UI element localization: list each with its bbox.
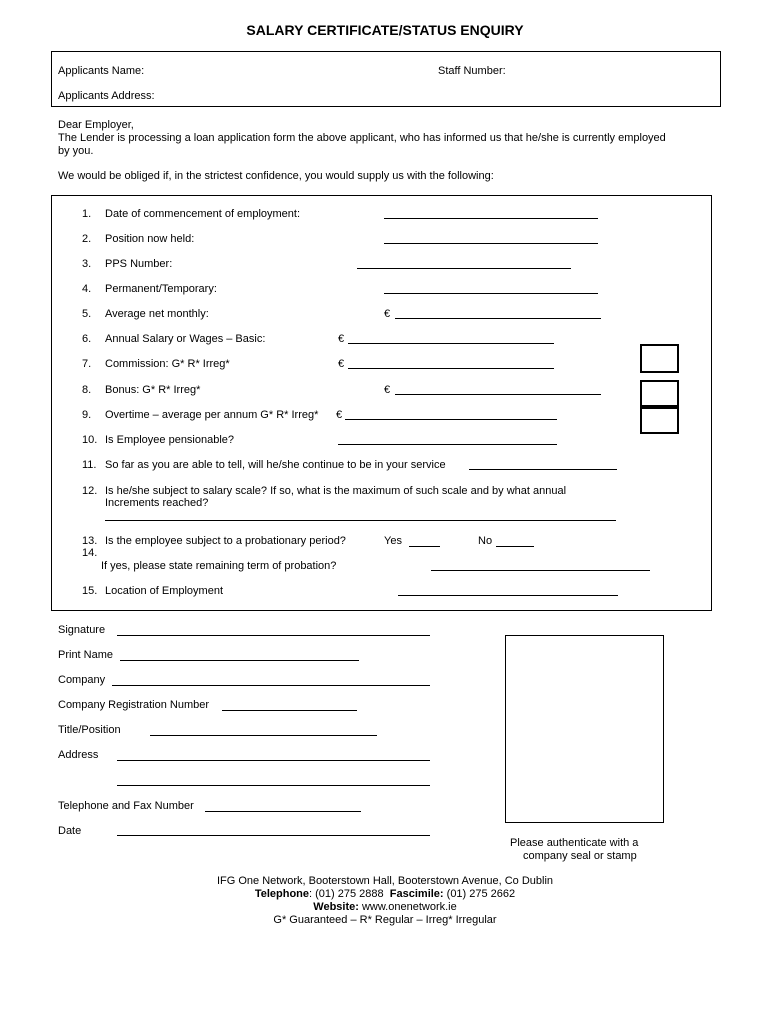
answer-line[interactable] <box>431 570 650 571</box>
address-line-2[interactable] <box>117 785 430 786</box>
answer-line[interactable] <box>384 243 598 244</box>
answer-line[interactable] <box>357 268 571 269</box>
question-text: Average net monthly: <box>105 308 209 320</box>
question-number: 15. <box>82 585 98 597</box>
company-reg-label: Company Registration Number <box>58 699 210 711</box>
salutation: Dear Employer, <box>58 119 134 131</box>
print-name-line[interactable] <box>120 660 359 661</box>
question-text: So far as you are able to tell, will he/she continue to be in your service <box>105 459 446 471</box>
answer-line[interactable] <box>348 368 554 369</box>
question-text: Overtime – average per annum G* R* Irreg* <box>105 409 319 421</box>
footer-contact <box>0 888 770 900</box>
telephone-label: Telephone <box>254 888 310 900</box>
question-text: Is the employee subject to a probationary period? <box>105 535 346 547</box>
applicant-name-label: Applicants Name: <box>58 65 145 77</box>
no-label: No <box>478 535 493 547</box>
address-label: Address <box>58 749 99 761</box>
fax-value: (01) 275 2662 <box>443 888 516 900</box>
question-number: 3. <box>82 258 92 270</box>
answer-line[interactable] <box>384 218 598 219</box>
question-text: Bonus: G* R* Irreg* <box>105 384 201 396</box>
signature-label: Signature <box>58 624 106 636</box>
yes-answer-line[interactable] <box>409 546 440 547</box>
answer-line[interactable] <box>395 318 601 319</box>
stamp-caption-line2: company seal or stamp <box>523 850 637 862</box>
company-reg-line[interactable] <box>222 710 357 711</box>
question-number: 14. <box>82 547 98 559</box>
question-text: Position now held: <box>105 233 195 245</box>
question-number: 13. <box>82 535 98 547</box>
question-text: Date of commencement of employment: <box>105 208 301 220</box>
print-name-label: Print Name <box>58 649 114 661</box>
answer-line[interactable] <box>348 343 554 344</box>
question-text: Commission: G* R* Irreg* <box>105 358 230 370</box>
question-number: 6. <box>82 333 92 345</box>
address-line-1[interactable] <box>117 760 430 761</box>
question-text: Location of Employment <box>105 585 224 597</box>
euro-symbol: € <box>384 308 391 320</box>
letter-request: We would be obliged if, in the strictest confidence, you would supply us with the following: <box>58 170 494 182</box>
telephone-fax-line[interactable] <box>205 811 361 812</box>
signature-line[interactable] <box>117 635 430 636</box>
stamp-caption-line1: Please authenticate with a <box>510 837 639 849</box>
letter-body-line2: by you. <box>58 145 94 157</box>
question-number: 1. <box>82 208 92 220</box>
question-text: Permanent/Temporary: <box>105 283 217 295</box>
euro-symbol: € <box>338 358 345 370</box>
letter-body-line1: The Lender is processing a loan application form the above applicant, who has informed us that he/she is currently employed <box>58 132 666 144</box>
footer-legend: G* Guaranteed – R* Regular – Irreg* Irregular <box>273 914 497 926</box>
telephone-value: : (01) 275 2888 <box>309 888 384 900</box>
question-number: 8. <box>82 384 92 396</box>
question-text: Is he/she subject to salary scale? If so, what is the maximum of such scale and by what annual <box>105 485 567 497</box>
question-number: 2. <box>82 233 92 245</box>
question-number: 7. <box>82 358 92 370</box>
website-value: www.onenetwork.ie <box>358 901 457 913</box>
applicant-address-label: Applicants Address: <box>58 90 155 102</box>
company-stamp-box <box>505 635 664 823</box>
euro-symbol: € <box>336 409 343 421</box>
company-label: Company <box>58 674 106 686</box>
footer-website <box>0 901 770 913</box>
answer-line[interactable] <box>345 419 557 420</box>
website-label: Website: <box>313 901 359 913</box>
telephone-fax-label: Telephone and Fax Number <box>58 800 194 812</box>
question-number: 5. <box>82 308 92 320</box>
euro-symbol: € <box>338 333 345 345</box>
question-text: If yes, please state remaining term of probation? <box>101 560 337 572</box>
staff-number-label: Staff Number: <box>438 65 506 77</box>
fax-label: Fascimile: <box>389 888 444 900</box>
question-number: 9. <box>82 409 92 421</box>
no-answer-line[interactable] <box>496 546 534 547</box>
answer-line[interactable] <box>395 394 601 395</box>
answer-line[interactable] <box>105 520 616 521</box>
question-text-continued: Increments reached? <box>105 497 209 509</box>
answer-line[interactable] <box>338 444 557 445</box>
title-position-line[interactable] <box>150 735 377 736</box>
checkbox[interactable] <box>640 344 679 373</box>
euro-symbol: € <box>384 384 391 396</box>
answer-line[interactable] <box>398 595 618 596</box>
question-text: PPS Number: <box>105 258 173 270</box>
date-line[interactable] <box>117 835 430 836</box>
answer-line[interactable] <box>469 469 617 470</box>
yes-label: Yes <box>384 535 402 547</box>
question-number: 11. <box>82 459 97 471</box>
answer-line[interactable] <box>384 293 598 294</box>
question-text: Is Employee pensionable? <box>105 434 235 446</box>
checkbox[interactable] <box>640 405 679 434</box>
footer-address: IFG One Network, Booterstown Hall, Booterstown Avenue, Co Dublin <box>216 875 554 887</box>
question-number: 10. <box>82 434 98 446</box>
title-position-label: Title/Position <box>58 724 121 736</box>
question-number: 12. <box>82 485 98 497</box>
date-label: Date <box>58 825 82 837</box>
question-text: Annual Salary or Wages – Basic: <box>105 333 266 345</box>
company-line[interactable] <box>112 685 430 686</box>
page-title: SALARY CERTIFICATE/STATUS ENQUIRY <box>246 22 524 38</box>
question-number: 4. <box>82 283 92 295</box>
